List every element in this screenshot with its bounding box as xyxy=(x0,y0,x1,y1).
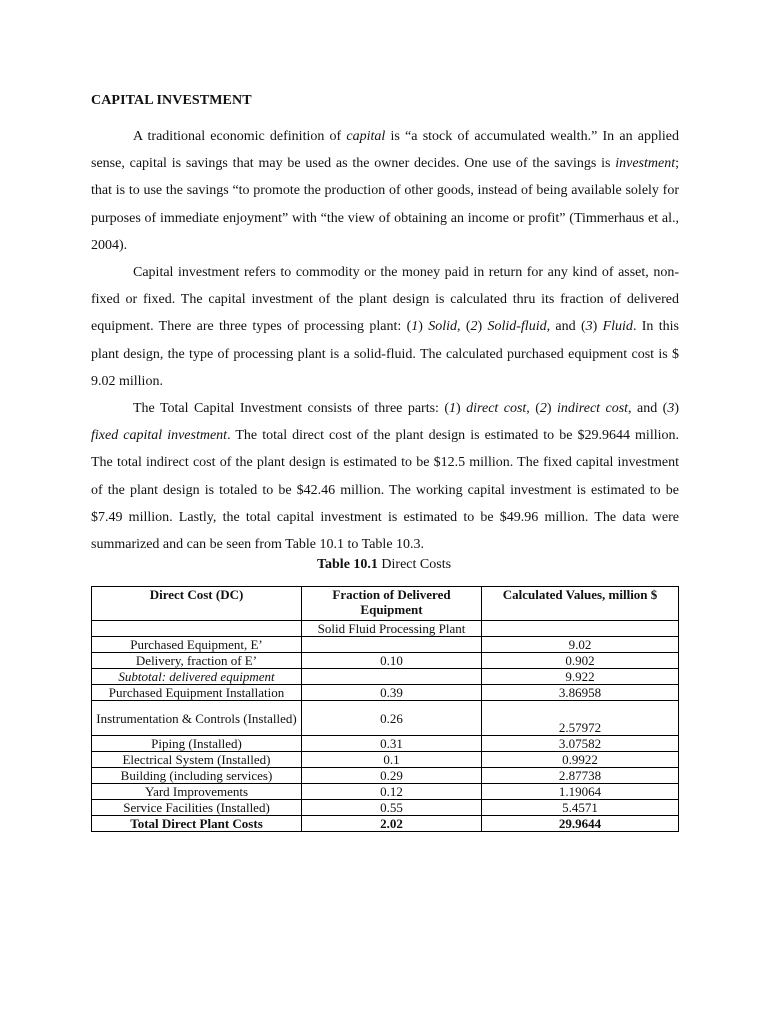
value-cell: 9.02 xyxy=(482,637,679,653)
cost-item-cell: Purchased Equipment Installation xyxy=(92,685,302,701)
total-row xyxy=(92,816,679,832)
emphasis-text: fixed capital investment xyxy=(91,428,228,444)
value-cell: 3.86958 xyxy=(482,685,679,701)
fraction-cell xyxy=(302,637,482,653)
cost-item-cell: Subtotal: delivered equipment xyxy=(92,669,302,685)
emphasis-text: investment xyxy=(615,156,676,172)
table-row xyxy=(92,701,679,736)
body-text xyxy=(91,123,679,558)
table-row xyxy=(92,637,679,653)
fraction-cell: 0.1 xyxy=(302,752,482,768)
value-cell: 5.4571 xyxy=(482,800,679,816)
emphasis-text: 2 xyxy=(539,401,547,417)
emphasis-text: Solid xyxy=(428,319,457,335)
fraction-cell: 0.26 xyxy=(302,701,482,736)
text-run: , and ( xyxy=(628,401,668,417)
cost-item-cell: Delivery, fraction of E’ xyxy=(92,653,302,669)
fraction-cell: 0.31 xyxy=(302,736,482,752)
value-cell: 0.902 xyxy=(482,653,679,669)
text-run: . In this plant design, the type of processing plant is a solid-fluid. The calculated purchased equipment cost is $ 9.02 million. xyxy=(91,319,679,389)
emphasis-text: 1 xyxy=(449,401,457,417)
text-run: ) xyxy=(418,319,429,335)
fraction-cell: 2.02 xyxy=(302,816,482,832)
emphasis-text: Fluid xyxy=(602,319,633,335)
text-run: ) xyxy=(674,401,679,417)
value-cell: 0.9922 xyxy=(482,752,679,768)
text-run: ; that is to use the savings “to promote the production of other goods, instead of being available solely for purposes of immediate enjoyment” with “the view of obtaining an income or profit” (Timmerhaus et al., 2004). xyxy=(91,156,679,253)
text-run: ) xyxy=(592,319,603,335)
paragraph-capital-investment xyxy=(91,259,679,395)
value-cell: 2.87738 xyxy=(482,768,679,784)
text-run: ) xyxy=(456,401,467,417)
fraction-cell xyxy=(302,669,482,685)
table-row xyxy=(92,784,679,800)
header-calculated-values: Calculated Values, million $ xyxy=(482,587,679,621)
paragraph-total-capital-investment xyxy=(91,395,679,558)
cost-item-cell: Purchased Equipment, E’ xyxy=(92,637,302,653)
emphasis-text: indirect cost xyxy=(557,401,629,417)
text-run: ) xyxy=(546,401,558,417)
text-run: . The total direct cost of the plant design is estimated to be $29.9644 million. The total indirect cost of the plant design is estimated to be $12.5 million. The fixed capital investment of the plant design is totaled to be $42.46 million. The working capital investment is estimated to be $7.49 million. Lastly, the total capital investment is estimated to be $49.96 million. The data were summarized and can be seen from Table 10.1 to Table 10.3. xyxy=(91,428,679,553)
emphasis-text: direct cost xyxy=(466,401,527,417)
plant-type-cell: Solid Fluid Processing Plant xyxy=(302,621,482,637)
fraction-cell: 0.39 xyxy=(302,685,482,701)
section-heading: CAPITAL INVESTMENT xyxy=(91,93,252,108)
emphasis-text: 3 xyxy=(667,401,675,417)
plant-type-empty-cell xyxy=(92,621,302,637)
table-row xyxy=(92,653,679,669)
table-row xyxy=(92,800,679,816)
emphasis-text: 1 xyxy=(411,319,419,335)
emphasis-text: Solid-fluid xyxy=(487,319,547,335)
fraction-cell: 0.55 xyxy=(302,800,482,816)
cost-item-cell: Total Direct Plant Costs xyxy=(92,816,302,832)
cost-item-cell: Yard Improvements xyxy=(92,784,302,800)
table-caption-label: Table 10.1 xyxy=(316,557,378,572)
text-run: , and ( xyxy=(546,319,586,335)
table-row xyxy=(92,752,679,768)
cost-item-cell: Electrical System (Installed) xyxy=(92,752,302,768)
direct-costs-table xyxy=(91,586,679,832)
text-run: Capital investment refers to commodity or the money paid in return for any kind of asset, non-fixed or fixed. The capital investment of the plant design is calculated thru its fraction of delivered equipment. There are three types of processing plant: ( xyxy=(91,265,679,335)
cost-item-cell: Instrumentation & Controls (Installed) xyxy=(92,701,302,736)
table-row xyxy=(92,669,679,685)
table-header-row xyxy=(92,587,679,621)
table-row xyxy=(92,685,679,701)
table-caption-title: Direct Costs xyxy=(377,557,452,572)
table-row xyxy=(92,768,679,784)
text-run: The Total Capital Investment consists of three parts: ( xyxy=(133,401,450,417)
fraction-cell: 0.29 xyxy=(302,768,482,784)
value-cell: 9.922 xyxy=(482,669,679,685)
header-fraction: Fraction of Delivered Equipment xyxy=(302,587,482,621)
emphasis-text: capital xyxy=(346,129,386,144)
text-run: , ( xyxy=(526,401,540,417)
paragraph-capital-definition xyxy=(91,123,679,259)
value-cell: 29.9644 xyxy=(482,816,679,832)
text-run: ) xyxy=(477,319,488,335)
value-cell: 2.57972 xyxy=(482,701,679,736)
table-caption xyxy=(0,557,768,573)
cost-item-cell: Service Facilities (Installed) xyxy=(92,800,302,816)
text-run: is “a stock of accumulated wealth.” In an applied sense, capital is savings that may be used as the owner decides. One use of the savings is xyxy=(91,129,679,172)
cost-item-cell: Piping (Installed) xyxy=(92,736,302,752)
plant-type-row xyxy=(92,621,679,637)
text-run: , ( xyxy=(457,319,471,335)
header-direct-cost: Direct Cost (DC) xyxy=(92,587,302,621)
value-cell: 3.07582 xyxy=(482,736,679,752)
emphasis-text: 2 xyxy=(470,319,478,335)
cost-item-cell: Building (including services) xyxy=(92,768,302,784)
plant-type-empty-cell xyxy=(482,621,679,637)
fraction-cell: 0.10 xyxy=(302,653,482,669)
emphasis-text: 3 xyxy=(585,319,593,335)
text-run: A traditional economic definition of xyxy=(133,129,347,144)
value-cell: 1.19064 xyxy=(482,784,679,800)
fraction-cell: 0.12 xyxy=(302,784,482,800)
table-row xyxy=(92,736,679,752)
